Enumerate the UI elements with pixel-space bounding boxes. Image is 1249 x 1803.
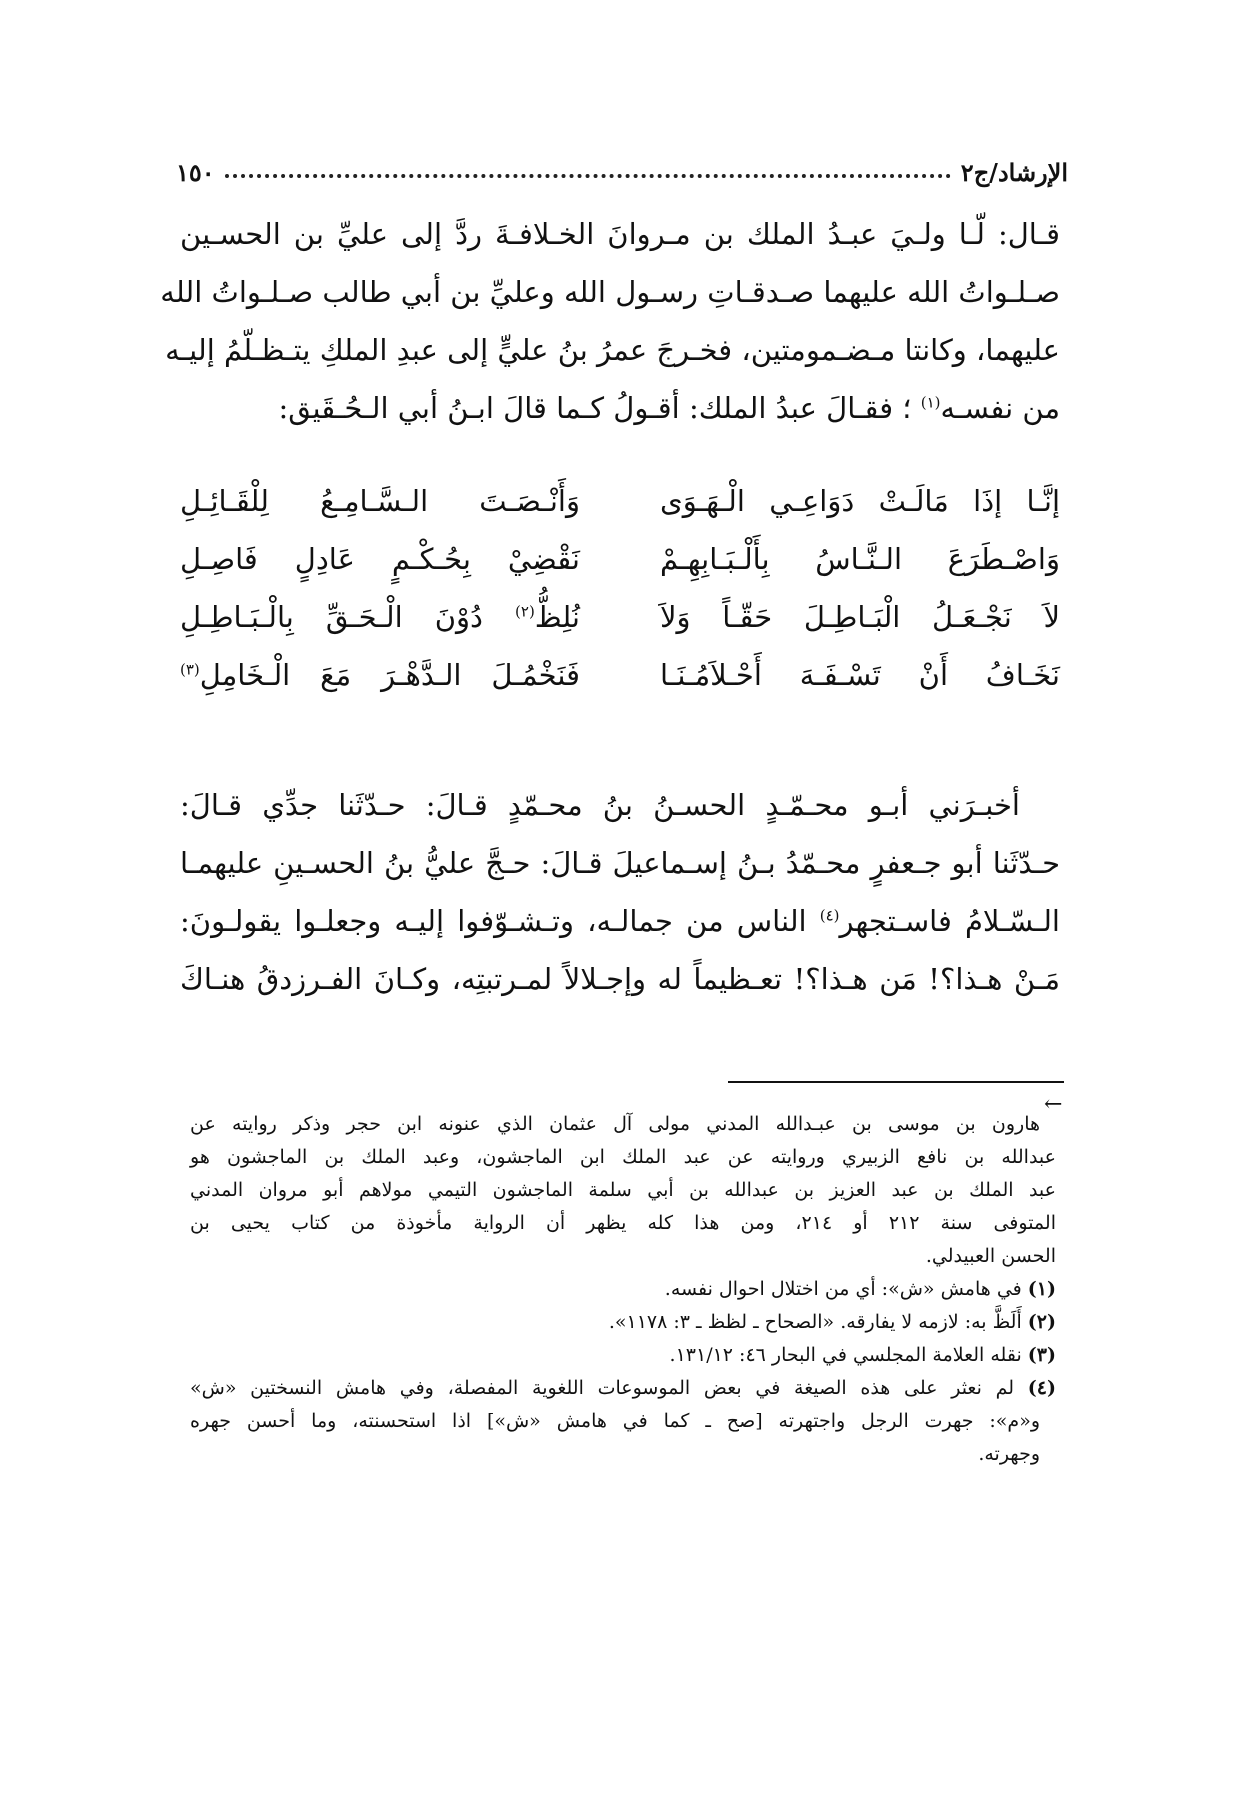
hemistich-first: لاَ نَجْـعَـلُ الْبَـاطِـلَ حَقّـاً وَلاَ xyxy=(660,600,1060,634)
page-number: ١٥٠ xyxy=(176,157,215,187)
poem-verse xyxy=(180,588,1060,646)
text-line xyxy=(180,892,1060,950)
footnote-marker: (٤) xyxy=(819,906,840,925)
text-fragment: من نفسـه xyxy=(940,391,1060,425)
footnote-separator xyxy=(728,1081,1064,1083)
footnote-number: (٢) xyxy=(1027,1311,1056,1333)
footnote-text: لم نعثر على هذه الصيغة في بعض الموسوعات اللغوية المفصلة، وفي هامش النسختين «ش» xyxy=(190,1377,1028,1399)
poem-verse xyxy=(180,530,1060,588)
footnote-continuation-line: الحسن العبيدلي. xyxy=(925,1245,1056,1267)
footnote-3 xyxy=(190,1339,1056,1372)
footnote-number: (٤) xyxy=(1027,1377,1056,1399)
poem-verse xyxy=(180,646,1060,704)
running-header xyxy=(176,152,1068,192)
text-fragment: دُوْنَ الْـحَـقِّ بِالْـبَـاطِـلِ xyxy=(180,600,516,634)
footnotes xyxy=(190,1108,1056,1471)
footnote-marker: (١) xyxy=(920,393,941,412)
text-line: مَـنْ هـذا؟! مَن هـذا؟! تعـظيماً له وإجـلالاً لمـرتبتِه، وكـانَ الفـرزدقُ هنـاكَ xyxy=(180,962,1060,996)
paragraph-2 xyxy=(180,776,1060,1008)
text-line: عليهما، وكانتا مـضـمومتين، فخـرجَ عمرُ بنُ عليٍّ إلى عبدِ الملكِ يتـظـلّمُ إليـه xyxy=(165,333,1060,367)
text-fragment: نُلِظُّ xyxy=(534,600,580,634)
hemistich-second xyxy=(180,588,580,646)
hemistich-first: نَخَـافُ أَنْ تَسْـفَـهَ أَحْـلاَمُـنَـا xyxy=(660,658,1060,692)
text-fragment: فَنَخْمُـلَ الـدَّهْـرَ مَعَ الْـخَامِلِ xyxy=(199,658,580,692)
text-line: أخبـرَني أبـو محـمّـدٍ الحسـنُ بنُ محـمّدٍ قـالَ: حـدّثَنا جدِّي قـالَ: xyxy=(180,788,1020,822)
text-line: حـدّثَنا أبو جـعفرٍ محـمّدُ بـنُ إسـماعيلَ قـالَ: حـجَّ عليُّ بنُ الحسـينِ عليهمـا xyxy=(180,846,1060,880)
footnote-number: (١) xyxy=(1027,1278,1056,1300)
poem-verse xyxy=(180,472,1060,530)
footnote-4-line: و«م»: جهرت الرجل واجتهرته [صح ـ كما في هامش «ش»] اذا استحسنته، وما أحسن جهره xyxy=(190,1410,1040,1432)
text-fragment: ؛ فقـالَ عبدُ الملك: أقـولُ كـما قالَ ابـنُ أبي الـحُـقَيق: xyxy=(278,391,921,425)
text-fragment: الـسّـلامُ فاسـتجهر xyxy=(839,904,1060,938)
footnote-4 xyxy=(190,1372,1056,1405)
hemistich-second: وَأَنْـصَـتَ الـسَّـامِـعُ لِلْقَـائِـلِ xyxy=(180,484,580,518)
footnote-number: (٣) xyxy=(1027,1344,1056,1366)
hemistich-second: نَقْضِيْ بِحُـكْـمٍ عَادِلٍ فَاصِـلِ xyxy=(180,542,580,576)
book-title: الإرشاد/ج٢ xyxy=(960,157,1068,187)
footnote-continuation-line: هارون بن موسى بن عبـدالله المدني مولى آل عثمان الذي عنونه ابن حجر وذكر روايته عن xyxy=(190,1113,1040,1135)
footnote-continuation-line: المتوفى سنة ٢١٢ أو ٢١٤، ومن هذا كله يظهر أن الرواية مأخوذة من كتاب يحيى بن xyxy=(190,1212,1056,1234)
footnote-continuation-line: عبدالله بن نافع الزبيري وروايته عن عبد الملك ابن الماجشون، وعبد الملك بن الماجشون هو xyxy=(190,1146,1056,1168)
text-fragment: الناس من جمالـه، وتـشـوّفوا إليـه وجعلـوا يقولـونَ: xyxy=(180,904,820,938)
text-line: صـلـواتُ الله عليهما صـدقـاتِ رسـول الله وعليِّ بن أبي طالب صـلـواتُ الله xyxy=(160,275,1060,309)
footnote-marker: (٢) xyxy=(515,602,535,621)
poem xyxy=(180,472,1060,704)
footnote-text: أَلَظَّ به: لازمه لا يفارقه. «الصحاح ـ لظظ ـ ٣: ١١٧٨». xyxy=(608,1311,1028,1333)
footnote-1 xyxy=(190,1273,1056,1306)
footnote-4-line: وجهرته. xyxy=(978,1443,1040,1465)
paragraph-1 xyxy=(160,205,1060,437)
footnote-text: نقله العلامة المجلسي في البحار ٤٦: ١٣١/١٢. xyxy=(669,1344,1028,1366)
footnote-2 xyxy=(190,1306,1056,1339)
header-dotted-leader xyxy=(225,174,951,178)
footnote-continuation-line: عبد الملك بن عبد العزيز بن عبدالله بن أبي سلمة الماجشون التيمي مولاهم أبو مروان المدني xyxy=(190,1179,1056,1201)
text-line: قـال: لّـا ولـيَ عبـدُ الملك بن مـروانَ الخـلافـةَ ردَّ إلى عليِّ بن الحسـين xyxy=(180,217,1060,251)
continuation-arrow-icon: ← xyxy=(1044,1092,1063,1117)
hemistich-first: وَاصْـطَرَعَ الـنَّـاسُ بِأَلْـبَـابِهِـمْ xyxy=(660,542,1060,576)
footnote-text: في هامش «ش»: أي من اختلال احوال نفسه. xyxy=(664,1278,1028,1300)
hemistich-second xyxy=(180,646,580,704)
footnote-marker: (٣) xyxy=(180,660,200,679)
hemistich-first: إنَّـا إذَا مَالَـتْ دَوَاعِـي الْـهَـوَى xyxy=(660,484,1060,518)
text-line xyxy=(180,379,1060,437)
